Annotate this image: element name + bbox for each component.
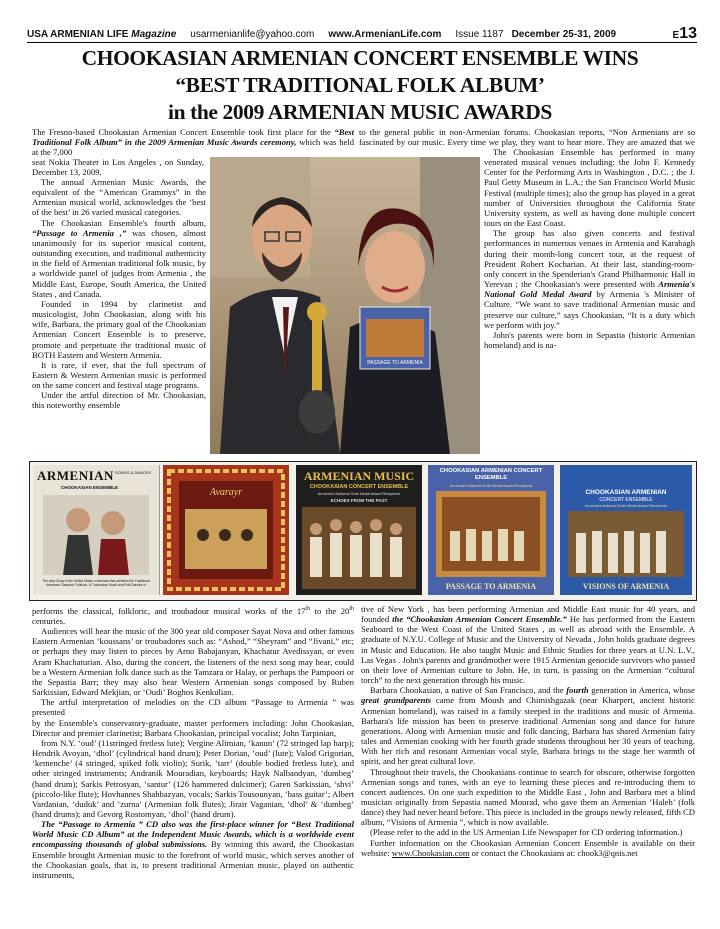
album-5-footer: VISIONS OF ARMENIA [582, 582, 670, 591]
album-2-art [163, 465, 289, 595]
right-column [484, 147, 695, 461]
lead-paragraph [32, 127, 354, 157]
bl-p1-text-b: to the 20 [310, 605, 350, 616]
left-column [32, 177, 206, 461]
bottom-left-paragraph-3b: by the Ensemble's conservatory-graduate, master performers including: John Chookasian, Director and premier clarinetist; Barbara Chookasian, principal vocalist; John Tarpinian, [32, 717, 354, 738]
album-5-small: Armenia's National Gold Medal Award Recipients [584, 504, 668, 508]
bottom-left-paragraph-1 [32, 604, 354, 626]
chookasian-website-link[interactable]: www.Chookasian.com [391, 847, 470, 858]
br-p2-text-c: came from Moush and Chimishgazak (near Kharpert, ancient historic Armenian homeland), was raised in a family steeped in the traditions and music of Armenia. Barbara's life mission has been to preserve traditional Armenian song and dance for future generations. Along with Armenian music and folk dancing, Barbara has shared Armenian fairy tales and Armenian cooking with her fourth grade students throughout her 30 years of teaching. With her rich and resonant Armenian vocal style, Barbara brings to the stage her warmth of spirit, and her great cultural love. [361, 695, 695, 767]
page-header [27, 26, 697, 43]
album-3-small: Armenia's National Gold Medal Award Recipients [317, 492, 401, 496]
album-3-photo [302, 507, 416, 589]
br-p1-text-b: He has performed from the Eastern Seaboard to the West Coast of the United States , as well as abroad with the Ensemble. A graduate of N.Y.U. College of Music and the University of Nevada , John holds graduate degrees in Music and Education. He also taught Music and Ethnic Studies for three years at U.N. L.V., Las Vegas . John's parents and grandmother were 1915 Armenian genocide survivors who passed on their love of Armenian culture to John. He, in turn, is passing on the Armenian “cultural torch” to the next generation through his music. [361, 614, 695, 686]
publication-name-magazine: Magazine [131, 28, 177, 40]
album-cover-armenian-songs [33, 465, 160, 595]
album-3-subtitle: CHOOKASIAN CONCERT ENSEMBLE [309, 484, 409, 490]
right-paragraph-4: John's parents were born in Sepastia (historic Armenian homeland) and is na- [484, 329, 695, 350]
chookasians-photo [210, 157, 480, 454]
right-lead-text: to the general public in non-Armenian forums. Chookasian reports, “Non Armenians are so fascinated by our music. Every time we play, they want to hear more. They are amazed that we [359, 127, 695, 147]
right-p3-text-b: by Armenia 's Minister of Culture. “We want to save traditional Armenian music and preserve our culture,” says Chookasian, “It is a duty which we perform with joy.” [484, 289, 695, 330]
headline-line-1: CHOOKASIAN ARMENIAN CONCERT ENSEMBLE WINS [81, 46, 639, 70]
header-website[interactable]: www.ArmenianLife.com [328, 28, 442, 40]
album-4-title: CHOOKASIAN ARMENIAN CONCERT ENSEMBLE [439, 468, 543, 481]
bottom-right-paragraph-5 [361, 838, 695, 858]
independent-award-emphasis: The “Passage to Armenia ” CD also was the first-place winner for “Best Traditional World Music CD Album” at the Independent Music Awards, which is a worldwide event encompassing thousands of global submissions. [32, 819, 354, 850]
page-prefix: E [672, 30, 680, 41]
album-3-tag: ECHOES FROM THE PAST [330, 498, 388, 503]
album-5-subtitle: CONCERT ENSEMBLE [599, 497, 653, 503]
lead-paragraph-cont [32, 157, 204, 177]
great-grandparents-emphasis: great grandparents [361, 695, 432, 706]
right-paragraph-3 [484, 228, 695, 330]
bottom-right-column [361, 604, 695, 924]
right-lead [359, 127, 695, 147]
album-4-footer: PASSAGE TO ARMENIA [445, 582, 537, 591]
album-1-note: The only Group in the United States of America that performs the Traditional Armenian Classical, Folkloric, & Troubadour Music and Folk Dances of [42, 579, 150, 587]
album-covers-strip [29, 461, 697, 601]
header-email[interactable]: usarmenianlife@yahoo.com [190, 28, 315, 40]
lead-emphasis: “Best Traditional Folk Album” in the 2009 Armenian Music Awards ceremony, [32, 127, 354, 148]
publication-name [27, 29, 176, 40]
page-number [673, 25, 697, 43]
left-paragraph-4: It is rare, if ever, that the full spectrum of Eastern & Western Armenian music is performed on the same concert and festival stage programs. [32, 359, 206, 391]
album-1-subtitle: CHOOKASIAN ENSEMBLE [61, 485, 119, 490]
bl-p4-text: By winning this award, the Chookasian Ensemble brought Armenian music to the forefront of world music, which serves another of the Chookasian goals, that is, to present traditional Armenian music, played on authentic instruments, [32, 839, 354, 880]
album-cover-echoes [296, 465, 422, 595]
gold-medal-emphasis: Armenia's National Gold Medal Award [484, 279, 695, 300]
lead-text-3: seat Nokia Theater in Los Angeles , on Sunday, December 13, 2009. [32, 157, 204, 177]
lead-text-2: which was held at the 7,000 [32, 137, 354, 157]
album-3-title: ARMENIAN MUSIC [303, 469, 415, 483]
left-p2-text-b: was chosen, almost unanimously for its superior musical content, outstanding execution, and traditional authenticity in the field of Armenian traditional folk music, by a worldwide panel of judges from Armenia , the Middle East, Europe, South America, the United States , and Canada. [32, 227, 206, 299]
headline-line-2: “BEST TRADITIONAL FOLK ALBUM’ [175, 73, 545, 97]
issue-date: December 25-31, 2009 [511, 28, 617, 40]
lead-text-1: The Fresno-based Chookasian Armenian Concert Ensemble took first place for the [32, 127, 335, 137]
album-5-title: CHOOKASIAN ARMENIAN [585, 489, 667, 496]
br-p5-text-a: Further information on the Chookasian Armenian Concert Ensemble is available on their website: [361, 837, 695, 858]
photo-illustration [210, 157, 480, 454]
left-paragraph-5: Under the artful direction of Mr. Chookasian, this noteworthy ensemble [32, 390, 206, 411]
bottom-right-paragraph-2 [361, 685, 695, 766]
album-1-title: ARMENIAN [37, 468, 114, 483]
bottom-right-paragraph-1 [361, 604, 695, 685]
bl-p1-text-c: centuries. [32, 616, 66, 627]
album-2-title: Avarayr [209, 487, 243, 498]
album-4-small: Armenia's National Gold Medal Award Recipients [449, 484, 533, 488]
br-p1-text-a: tive of New York , has been performing Armenian and Middle East music for 40 years, and founded [361, 604, 695, 625]
album-title-emphasis: “Passage to Armenia ,” [32, 227, 127, 238]
bottom-left-column [32, 604, 354, 924]
page-number-value: 13 [679, 25, 697, 42]
br-p5-text-b: or contact the Chookasians at: chook3@qnis.net [469, 847, 638, 858]
album-1-small: SONGS & DANCES [115, 470, 152, 475]
cd-cover-title: PASSAGE TO ARMENIA [367, 360, 423, 366]
issue-number: Issue 1187 [455, 28, 504, 40]
bottom-right-paragraph-4: (Please refer to the add in the US Armenian Life Newspaper for CD ordering information.) [370, 827, 683, 838]
left-paragraph-1: The annual Armenian Music Awards, the equivalent of the “American Grammys” in the Armenian musical world, acknowledges the ‘best of the best’ in 26 varied musical categories. [32, 177, 206, 218]
album-5-photo [568, 511, 684, 577]
right-paragraph-2: The Chookasian Ensemble has performed in many venerated musical venues including: the John F. Kennedy Center for the Performing Arts in Washington , D.C. ; the J. Paul Getty Museum in L.A.; the San Francisco World Music Festival (multiple times); also the group has played in a great number of Universities throughout the California State University system, as well as having done multiple concert tours on the East Coast. [484, 147, 695, 229]
right-p3-text-a: The group has also given concerts and festival performances in numerous venues in Armenia and Karabagh during their month-long concert tour, at the request of President Robert Kocharian. At their last, standing-room-only concert in the Spenderian's Grand Philharmonic Hall in Yerevan ; the Chookasian's were presented with [484, 228, 695, 290]
album-cover-visions [560, 465, 692, 595]
left-paragraph-3: Founded in 1994 by clarinetist and musicologist, John Chookasian, along with his wife, Barbara, the primary goal of the Chookasian Armenian Concert Ensemble is to preserve, promote and perpetuate the traditional music of BOTH Eastern and Western Armenia. [32, 298, 206, 360]
album-cover-avarayr [163, 465, 289, 595]
publication-name-main: USA ARMENIAN LIFE [27, 28, 129, 40]
bottom-left-paragraph-4 [32, 819, 354, 880]
album-4-photo [436, 491, 546, 577]
bottom-right-paragraph-3: Throughout their travels, the Chookasians continue to search for obscure, otherwise forgotten Armenian songs and tunes, with an eye to learning these pieces and re-introducing them to concert audiences. On one such expedition to the Middle East , John and Barbara met a blind musician originally from Sepastia named Mourad, who gave them an Armenian ‘Haleh’ (folk dance) they had never heard before. This piece is included in the groups newly released, fifth CD album, “Visions of Armenia ”, which is now available. [361, 766, 695, 828]
left-p2-text-a: The Chookasian Ensemble's fourth album, [41, 217, 206, 228]
bl-p1-sup-1: th [305, 606, 311, 612]
headline-line-3: in the 2009 ARMENIAN MUSIC AWARDS [168, 100, 552, 124]
br-p2-text-b: generation in America, whose [588, 685, 695, 696]
bottom-left-paragraph-2: Audiences will hear the music of the 300 year old composer Sayat Nova and other famous Eastern Armenian ‘koussans’ or troubadores such as: “Ashod,” “Sheyram” and “Jivani,” etc; or perhaps they may listen to pieces by Arno Babajanyan, Khachatur Avedissyan, or even Aram Khachaturian. Also, during the concert, the listeners of the next song may hear, could be a Western Armenian folk dance such as the Tamzara or Halay, or perhaps the Pampoori or the Sepastia Barr; they may also hear Western Armenian songs composed by Ruben Sarkissian, Edward Mekjian, or ‘Oudi’ Boghos Kenkulian. [32, 626, 354, 698]
album-1-photo [43, 495, 149, 575]
ensemble-name-emphasis: the “Chookasian Armenian Concert Ensemble.” [392, 614, 567, 625]
br-p2-text-a: Barbara Chookasian, a native of San Francisco, and the [370, 685, 567, 696]
bottom-left-paragraph-3a: The artful interpretation of melodies on the CD album “Passage to Armenia ” was presented [32, 697, 354, 718]
bl-p1-text-a: performs the classical, folkloric, and troubadour musical works of the 17 [32, 605, 306, 616]
album-cover-passage [428, 465, 554, 595]
bottom-left-paragraph-3c: from N.Y. ‘oud’ (11stringed fretless lute); Vergine Alimian, ‘kanun’ (72 stringed lap harp); Hendrik Avoyan, ‘dhol’ (cylindrical hand drum); Peter Dorian, ‘oud’ (lute); Valod Grigorian, ‘kemenche’ (4 stringed, spiked folk violin); Surik, ‘tarr’ (double bodied fretless lute), and other stringed instruments; Andranik Mouradian, keyboards; Hayk Nalbandyan, ‘dumbeg’ (hand drum); Sarkis Petrosyan, ‘santur’ (126 hammered dulcimer); Garen Sarkissian, ‘shvi’ (piccolo-like flute); Hovhannes Shahbazyan, vocals; Sarkis Tousounyan, ‘bass guitar’; Albert Vardanian, ‘duduk’ and ‘zurna’ (Armenian folk flutes); Jirair Vaganian, ‘dhol’ & ‘dumbeg’ (hand drums); and Gevorg Rostomyan, ‘dhol’ (hand drum). [32, 737, 354, 819]
article-headline [20, 45, 700, 126]
left-paragraph-2 [32, 218, 206, 299]
fourth-emphasis: fourth [566, 685, 589, 696]
bl-p1-sup-2: th [349, 606, 354, 612]
